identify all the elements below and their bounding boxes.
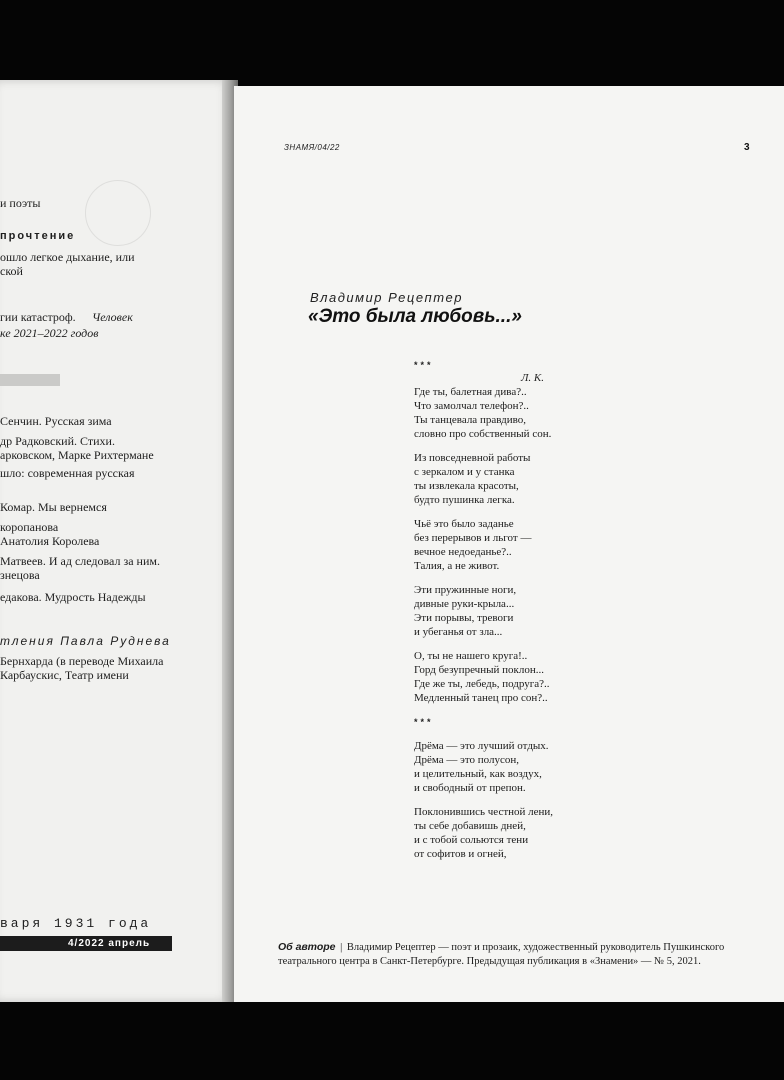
stanza	[414, 805, 634, 861]
poem-line: вечное недоеданье?..	[414, 546, 512, 558]
left-page	[0, 80, 232, 1002]
author-name: Владимир Рецептер	[310, 290, 463, 305]
poem-line: будто пушинка легка.	[414, 494, 515, 506]
toc-line: Комар. Мы вернемся	[0, 500, 107, 514]
toc-line: Бернхарда (в переводе Михаила	[0, 654, 164, 668]
stanza	[414, 517, 634, 573]
toc-line: Человек	[92, 310, 133, 324]
footnote-label: Об авторе	[278, 941, 336, 953]
poem-line: Где же ты, лебедь, подруга?..	[414, 678, 550, 690]
poem-line: без перерывов и льгот —	[414, 532, 532, 544]
poem-line: Что замолчал телефон?..	[414, 400, 529, 412]
running-header: ЗНАМЯ/04/22	[284, 143, 340, 152]
toc-line: ошло легкое дыхание, или	[0, 250, 135, 264]
toc-line: коропанова	[0, 520, 59, 534]
poem-line: Из повседневной работы	[414, 452, 531, 464]
poem-line: словно про собственный сон.	[414, 428, 552, 440]
issue-label: 4/2022 апрель	[68, 938, 151, 949]
section-divider: ***	[414, 717, 434, 727]
stanza	[414, 385, 634, 441]
stanza	[414, 451, 634, 507]
toc-line: арковском, Марке Рихтермане	[0, 448, 154, 462]
poem-line: Поклонившись честной лени,	[414, 806, 554, 818]
poem-body	[414, 358, 634, 861]
toc-section-heading: тления Павла Руднева	[0, 634, 171, 648]
poem-line: ты себе добавишь дней,	[414, 820, 526, 832]
stanza	[414, 583, 634, 639]
section-divider: ***	[414, 360, 434, 370]
poem-line: Чьё это было заданье	[414, 518, 514, 530]
library-stamp	[85, 180, 151, 246]
toc-line: Матвеев. И ад следовал за ним.	[0, 554, 160, 568]
poem-line: от софитов и огней,	[414, 848, 507, 860]
founding-date: варя 1931 года	[0, 916, 152, 931]
poem-line: Эти порывы, тревоги	[414, 612, 514, 624]
section-marker-bar	[0, 374, 60, 386]
poem-line: Медленный танец про сон?..	[414, 692, 548, 704]
poem-line: Где ты, балетная дива?..	[414, 386, 527, 398]
toc-line: гии катастроф.	[0, 310, 76, 324]
toc-line: шло: современная русская	[0, 466, 135, 480]
poem-line: с зеркалом и у станка	[414, 466, 515, 478]
poem-line: Дрёма — это лучший отдых.	[414, 740, 549, 752]
toc-line: Анатолия Королева	[0, 534, 100, 548]
poem-title: «Это была любовь...»	[308, 306, 522, 327]
page-number: 3	[744, 142, 750, 153]
toc-line: ской	[0, 264, 23, 278]
poem-line: Эти пружинные ноги,	[414, 584, 517, 596]
toc-line: Карбаускис, Театр имени	[0, 668, 129, 682]
poem-line: и убеганья от зла...	[414, 626, 503, 638]
toc-line: и поэты	[0, 196, 41, 210]
poem-line: ты извлекала красоты,	[414, 480, 519, 492]
stanza	[414, 649, 634, 705]
poem-line: Талия, а не живот.	[414, 560, 500, 572]
toc-line: ке 2021–2022 годов	[0, 326, 99, 340]
toc-line: др Радковский. Стихи.	[0, 434, 115, 448]
stanza	[414, 739, 634, 795]
poem-line: Дрёма — это полусон,	[414, 754, 520, 766]
dedication: Л. К.	[520, 372, 544, 384]
poem-line: и свободный от препон.	[414, 782, 526, 794]
poem-line: О, ты не нашего круга!..	[414, 650, 528, 662]
poem-line: Ты танцевала правдиво,	[414, 414, 526, 426]
toc-section-heading: прочтение	[0, 230, 76, 242]
footnote-separator: |	[340, 942, 343, 953]
toc-line: Сенчин. Русская зима	[0, 414, 112, 428]
poem-line: и с тобой сольются тени	[414, 834, 529, 846]
author-footnote	[278, 940, 756, 969]
footnote-text: Владимир Рецептер — поэт и прозаик, художественный руководитель Пушкинского театрального центра в Санкт-Петербурге. Предыдущая публикация в «Знамени» — № 5, 2021.	[278, 942, 725, 967]
poem-line: Горд безупречный поклон...	[414, 664, 544, 676]
poem-line: дивные руки-крыла...	[414, 598, 515, 610]
poem-line: и целительный, как воздух,	[414, 768, 542, 780]
right-page	[234, 86, 784, 1002]
toc-line: едакова. Мудрость Надежды	[0, 590, 146, 604]
toc-line: знецова	[0, 568, 40, 582]
